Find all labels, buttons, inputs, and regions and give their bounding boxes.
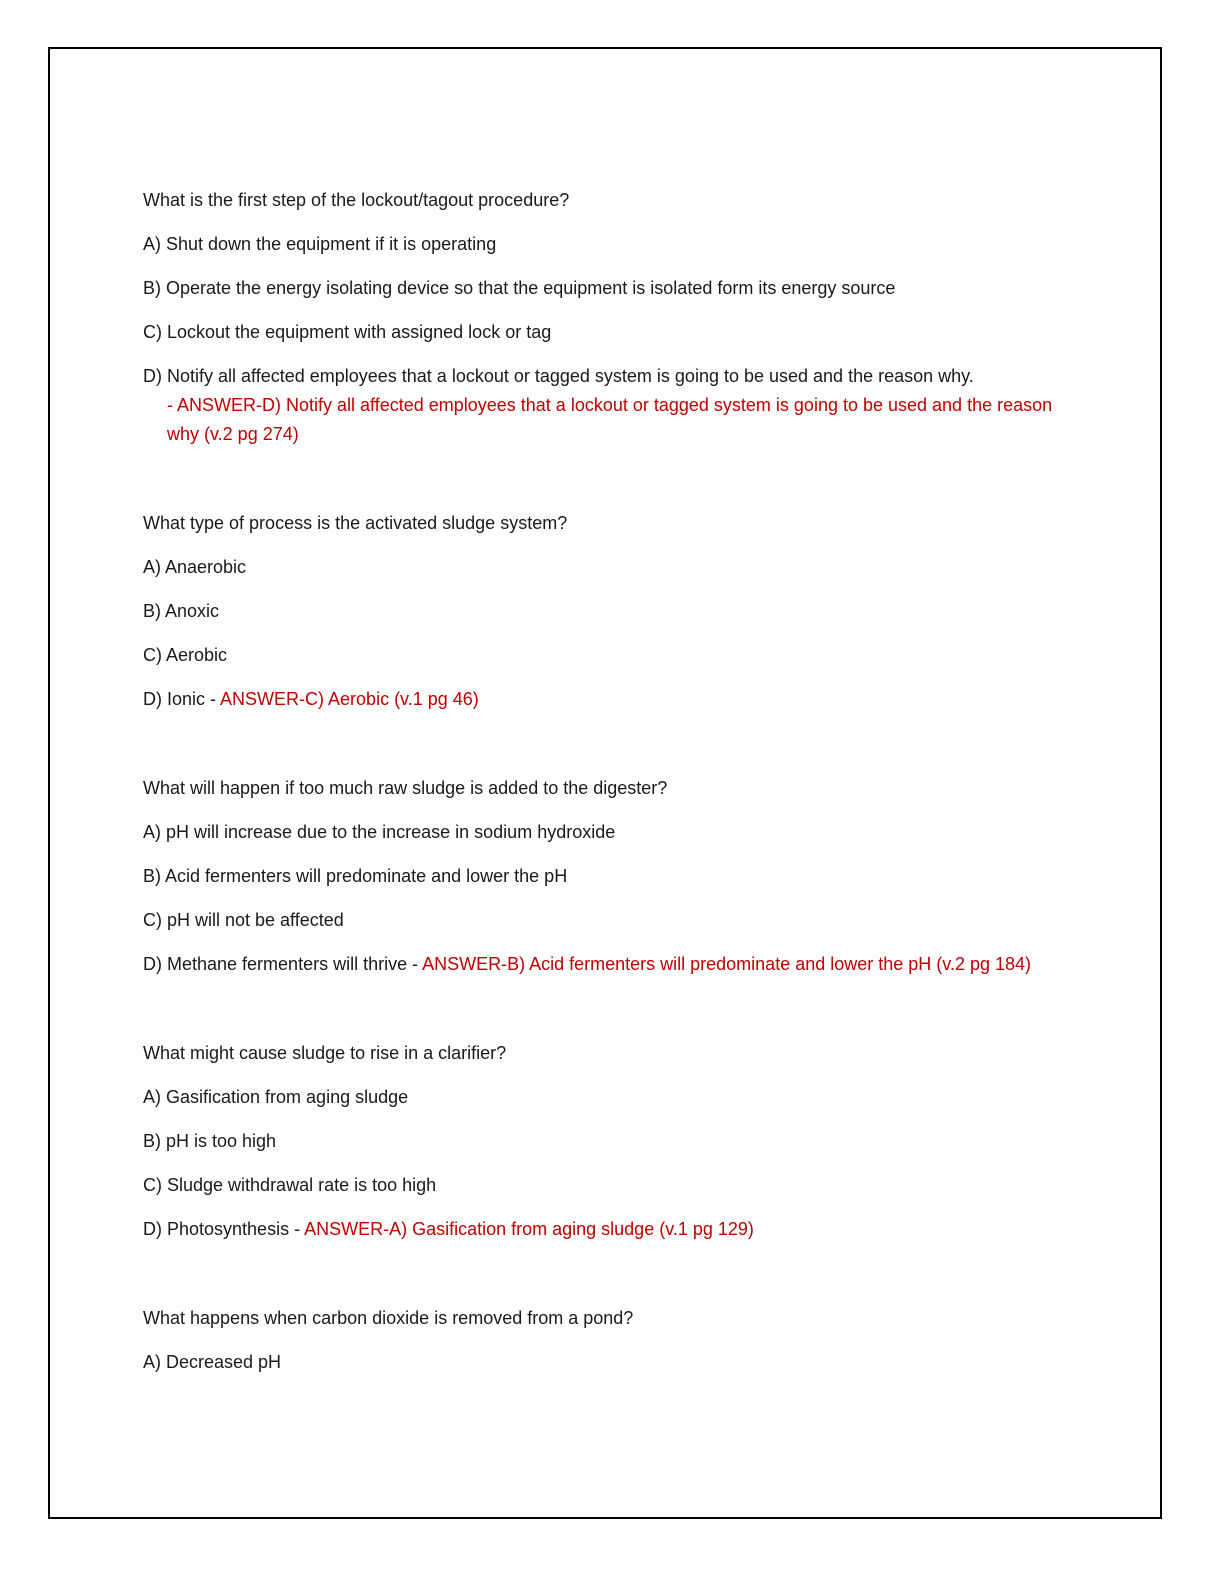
option-d: [143, 1215, 1073, 1244]
option-b: B) pH is too high: [143, 1131, 277, 1151]
option-c: C) Lockout the equipment with assigned lock or tag: [143, 322, 552, 342]
option-b: B) Acid fermenters will predominate and lower the pH: [143, 866, 568, 886]
option-d-text: D) Ionic -: [143, 689, 221, 709]
option-a: A) Anaerobic: [143, 557, 247, 577]
option-d-text: D) Photosynthesis -: [143, 1219, 305, 1239]
option-d: [143, 685, 1073, 714]
option-c: C) Sludge withdrawal rate is too high: [143, 1175, 437, 1195]
spacer: [143, 729, 1073, 774]
answer-text: ANSWER-A) Gasification from aging sludge (v.1 pg 129): [304, 1219, 754, 1239]
option-b: B) Operate the energy isolating device so that the equipment is isolated form its energy source: [143, 278, 896, 298]
option-d-text: D) Notify all affected employees that a lockout or tagged system is going to be used and the reason why.: [143, 366, 974, 386]
spacer: [143, 994, 1073, 1039]
option-d-text: D) Methane fermenters will thrive -: [143, 954, 423, 974]
option-d: [143, 362, 1073, 449]
question-block-3: [143, 774, 1073, 979]
option-b: B) Anoxic: [143, 601, 220, 621]
question-text: What happens when carbon dioxide is removed from a pond?: [143, 1308, 634, 1328]
option-a: A) Gasification from aging sludge: [143, 1087, 409, 1107]
option-a: A) pH will increase due to the increase in sodium hydroxide: [143, 822, 616, 842]
answer-text: ANSWER-C) Aerobic (v.1 pg 46): [220, 689, 479, 709]
option-a: A) Shut down the equipment if it is operating: [143, 234, 497, 254]
answer-text: - ANSWER-D) Notify all affected employees that a lockout or tagged system is going to be used and the reason why (v.2 pg 274): [167, 395, 1053, 444]
question-block-5: [143, 1304, 1073, 1377]
option-c: C) pH will not be affected: [143, 910, 344, 930]
question-block-2: [143, 509, 1073, 714]
option-d: [143, 950, 1073, 979]
question-text: What is the first step of the lockout/tagout procedure?: [143, 190, 570, 210]
question-text: What will happen if too much raw sludge is added to the digester?: [143, 778, 668, 798]
question-block-1: [143, 186, 1073, 449]
question-text: What might cause sludge to rise in a clarifier?: [143, 1043, 507, 1063]
quiz-content: [143, 186, 1073, 1392]
question-block-4: [143, 1039, 1073, 1244]
spacer: [143, 1259, 1073, 1304]
option-c: C) Aerobic: [143, 645, 228, 665]
spacer: [143, 464, 1073, 509]
answer-text: ANSWER-B) Acid fermenters will predominate and lower the pH (v.2 pg 184): [422, 954, 1032, 974]
question-text: What type of process is the activated sludge system?: [143, 513, 568, 533]
option-a: A) Decreased pH: [143, 1352, 282, 1372]
